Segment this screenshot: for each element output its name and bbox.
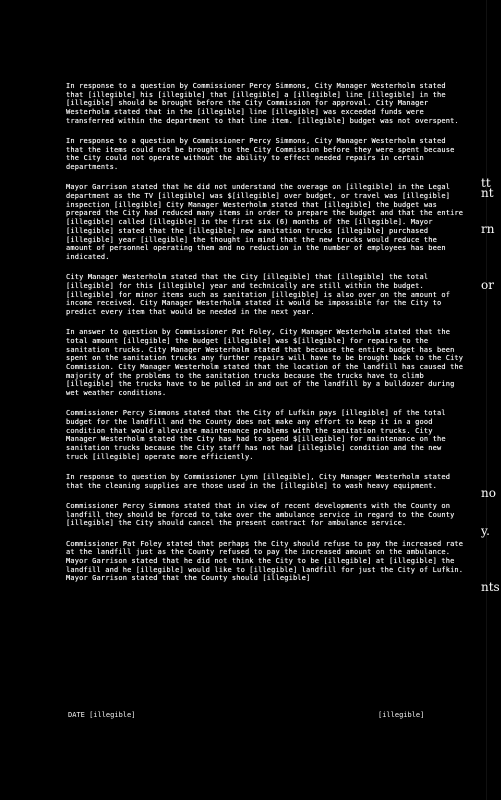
paragraph: Commissioner Pat Foley stated that perhaps the City should refuse to pay the increased rate at the landfill just as the County refused to pay the increased amount on the ambulance. Mayor Garrison stated that he did not think the City to be [illegible] at [illegible] the landfill and he [illegible] would like to [illegible] landfill for just the City of Lufkin. Mayor Garrison stated that the County should [illegible] [66,539,468,583]
paragraph: In response to question by Commissioner Lynn [illegible], City Manager Westerholm stated that the cleaning supplies are those used in the [illegible] to wash heavy equipment. [66,473,455,490]
page-edge [486,0,487,800]
margin-fragment: y. [481,524,490,538]
margin-fragment: nts [481,580,500,594]
paragraph: City Manager Westerholm stated that the City [illegible] that [illegible] the total [illegible] for this [illegible] year and technically are still within the budget. [illegible] for minor items such as sanitation [illegible] is also over on the amount of income received. City Manager Westerholm stated it would be impossible for the City to predict every item that would be needed in the next year. [66,273,455,316]
margin-fragment: or [481,278,494,292]
margin-fragment: tt [481,176,491,190]
paragraph: Commissioner Percy Simmons stated that the City of Lufkin pays [illegible] of the total budget for the landfill and the County does not make any effort to keep it in a good condition that would alleviate maintenance problems with the sanitation trucks. City Manager Westerholm stated the City has had to spend $[illegible] for maintenance on the sanitation trucks because the City staff has not had [illegible] condition and the new truck [illegible] operate more efficiently. [66,409,451,461]
paragraph: Commissioner Percy Simmons stated that in view of recent developments with the County on landfill they should be forced to take over the ambulance service in regard to the County [illegible] the City should cancel the present contract for ambulance service. [66,501,459,528]
paragraph: In response to a question by Commissioner Percy Simmons, City Manager Westerholm stated that the items could not be brought to the City Commission before they were spent because the City could not operate without the ability to effect needed repairs in certain departments. [66,137,459,172]
margin-fragment: rn [481,222,495,236]
paragraph: In response to a question by Commissioner Percy Simmons, City Manager Westerholm stated that [illegible] his [illegible] that [illegible] a [illegible] line [illegible] in the [illegible] should be brought before the City Commission for approval. City Manager Westerholm stated that in the [illegible] line [illegible] was exceeded funds were transferred within the department to that line item. [illegible] budget was not overspent. [66,82,459,125]
paragraph: Mayor Garrison stated that he did not understand the overage on [illegible] in the Legal department as the TV [illegible] was $[illegible] over budget, or travel was [illegible] inspection [illegible] City Manager Westerholm stated that [illegible] the budget was prepared the City had reduced many items in order to prepare the budget and that the entire [illegible] called [illegible] in the first six (6) months of the [illegible]. Mayor [illegible] stated that the [illegible] new sanitation trucks [illegible] purchased [illegible] year [illegible] the thought in mind that the new trucks would reduce the amount of personnel operating them and no reduction in the number of employees has been indicated. [66,183,468,261]
paragraph: In answer to question by Commissioner Pat Foley, City Manager Westerholm stated that the total amount [illegible] the budget [illegible] was $[illegible] for repairs to the sanitation trucks. City Manager Westerholm stated that because the entire budget has been spent on the sanitation trucks any further repairs will have to be brought back to the City Commission. City Manager Westerholm stated that the location of the landfill has caused the majority of the problems to the sanitation trucks because the trucks have to climb [illegible] the trucks have to be pulled in and out of the landfill by a bulldozer during wet weather conditions. [66,328,468,398]
page-number: [illegible] [378,711,425,719]
document-body [66,82,468,595]
margin-fragment: no [481,486,496,500]
footer-date: DATE [illegible] [68,711,136,719]
margin-fragment: nt [481,186,494,200]
